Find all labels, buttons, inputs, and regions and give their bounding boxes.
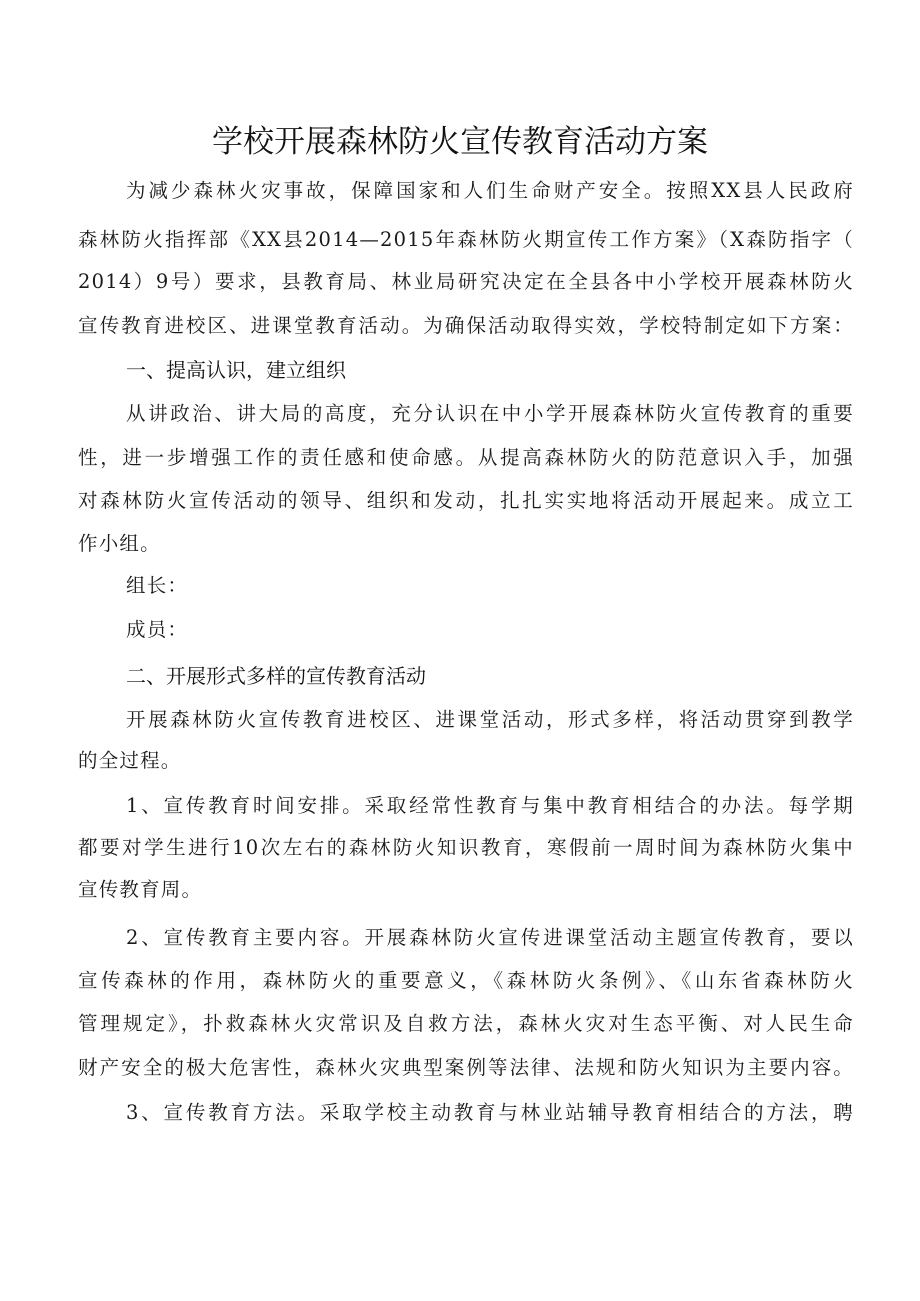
group-members-label: 成员： [126,618,189,641]
intro-line-4: 宣传教育进校区、进课堂教育活动。为确保活动取得实效，学校特制定如下方案： [78,314,854,337]
section-1-line-3: 对森林防火宣传活动的领导、组织和发动，扎扎实实地将活动开展起来。成立工 [78,489,854,512]
section-1-line-2: 性，进一步增强工作的责任感和使命感。从提高森林防火的防范意识入手，加强 [78,446,854,469]
item-1-line-2: 都要对学生进行10次左右的森林防火知识教育，寒假前一周时间为森林防火集中 [78,836,854,859]
item-1-line-1: 1、宣传教育时间安排。采取经常性教育与集中教育相结合的办法。每学期 [126,794,854,817]
section-2-heading: 二、开展形式多样的宣传教育活动 [126,664,426,688]
item-3-line-1: 3、宣传教育方法。采取学校主动教育与林业站辅导教育相结合的方法，聘 [126,1101,854,1124]
intro-line-1: 为减少森林火灾事故，保障国家和人们生命财产安全。按照XX县人民政府 [126,179,854,202]
page-title: 学校开展森林防火宣传教育活动方案 [212,124,708,160]
group-leader-label: 组长： [126,574,189,597]
section-1-heading: 一、提高认识，建立组织 [126,358,346,382]
section-2-intro-line-2: 的全过程。 [78,749,182,772]
item-2-line-1: 2、宣传教育主要内容。开展森林防火宣传进课堂活动主题宣传教育，要以 [126,926,854,949]
item-2-line-4: 财产安全的极大危害性，森林火灾典型案例等法律、法规和防火知识为主要内容。 [78,1056,854,1079]
section-2-intro-line-1: 开展森林防火宣传教育进校区、进课堂活动，形式多样，将活动贯穿到教学 [126,708,854,731]
section-1-line-4: 作小组。 [78,532,161,555]
section-1-line-1: 从讲政治、讲大局的高度，充分认识在中小学开展森林防火宣传教育的重要 [126,402,854,425]
item-2-line-3: 管理规定》，扑救森林火灾常识及自救方法，森林火灾对生态平衡、对人民生命 [78,1012,854,1035]
intro-line-3: 2014）9号）要求，县教育局、林业局研究决定在全县各中小学校开展森林防火 [78,270,854,293]
intro-line-2: 森林防火指挥部《XX县2014—2015年森林防火期宣传工作方案》（X森防指字（ [78,228,854,251]
item-1-line-3: 宣传教育周。 [78,878,203,901]
item-2-line-2: 宣传森林的作用，森林防火的重要意义，《森林防火条例》、《山东省森林防火 [78,969,854,992]
